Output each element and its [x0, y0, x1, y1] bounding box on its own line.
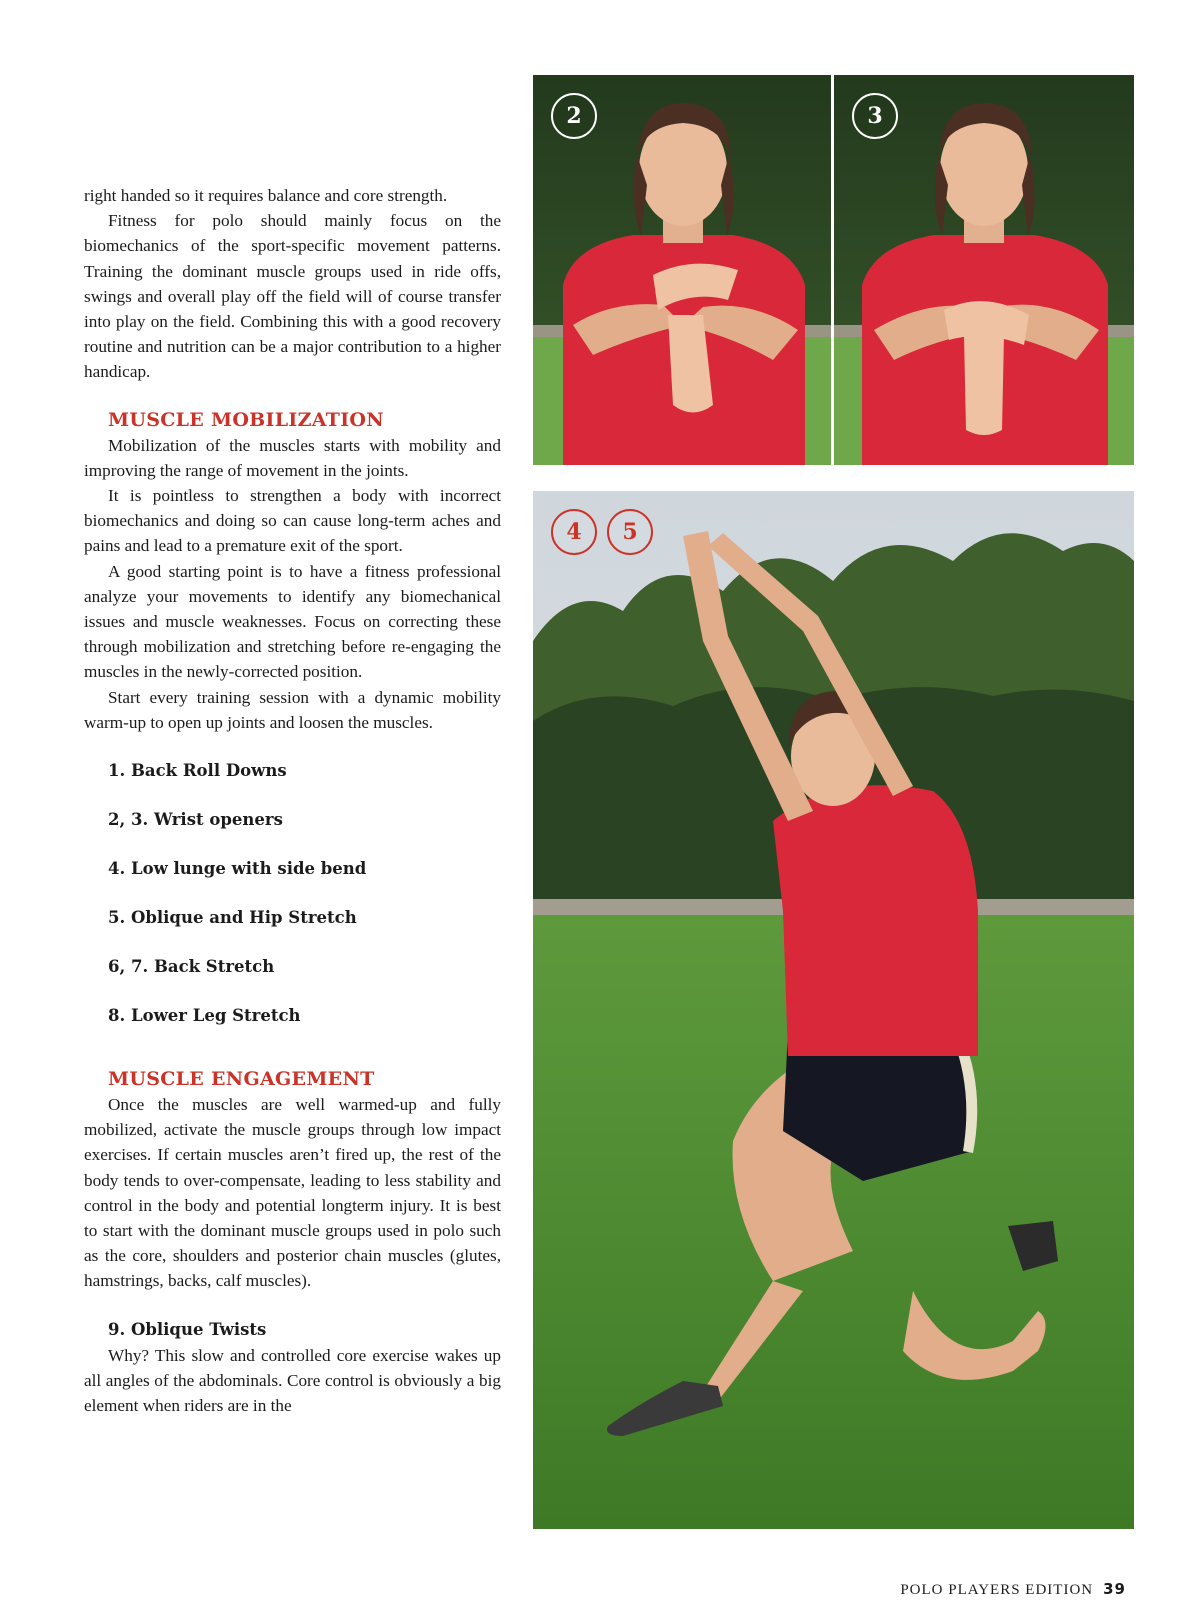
photo-wrist-opener-2: [533, 75, 831, 465]
photo-low-lunge-side-bend: [533, 491, 1134, 1529]
paragraph: right handed so it requires balance and core strength.: [84, 186, 448, 205]
paragraph: A good starting point is to have a fitness professional analyze your movements to identify any biomechanical issues and muscle weaknesses. Focus on correcting these through mobilization and stretching before re-engaging the muscles in the newly-corrected position.: [84, 561, 501, 682]
paragraph: Fitness for polo should mainly focus on the biomechanics of the sport-specific movement patterns. Training the dominant muscle groups used in ride offs, swings and overall play off the field will of course transfer into play on the field. Combining this with a good recovery routine and nutrition can be a major contribution to a higher handicap.: [84, 211, 501, 382]
publication-name: POLO PLAYERS EDITION: [900, 1582, 1094, 1598]
section-heading-engagement: MUSCLE ENGAGEMENT: [108, 1068, 375, 1091]
subheading-oblique-twists: 9. Oblique Twists: [108, 1319, 267, 1339]
step-badge-5: 5: [607, 509, 653, 555]
paragraph: Once the muscles are well warmed-up and fully mobilized, activate the muscle groups through low impact exercises. If certain muscles aren’t fired up, the rest of the body tends to over-compensate, leading to less stability and control in the body and potential longterm injury. It is best to start with the dominant muscle groups used in polo such as the core, shoulders and posterior chain muscles (glutes, hamstrings, backs, calf muscles).: [84, 1095, 501, 1291]
section-heading-mobilization: MUSCLE MOBILIZATION: [108, 408, 384, 431]
paragraph: It is pointless to strengthen a body with incorrect biomechanics and doing so can cause long-term aches and pains and lead to a premature exit of the sport.: [84, 486, 501, 556]
step-badge-3: 3: [852, 93, 898, 139]
paragraph: Why? This slow and controlled core exercise wakes up all angles of the abdominals. Core control is obviously a big element when riders are in the: [84, 1345, 501, 1416]
photo-wrist-opener-3: [834, 75, 1134, 465]
list-item: 5. Oblique and Hip Stretch: [108, 908, 357, 928]
page-footer: [900, 1580, 1126, 1599]
list-item: 4. Low lunge with side bend: [108, 859, 367, 879]
list-item: 8. Lower Leg Stretch: [108, 1006, 301, 1026]
paragraph: Mobilization of the muscles starts with mobility and improving the range of movement in the joints.: [84, 435, 501, 480]
step-badge-4: 4: [551, 509, 597, 555]
list-item: 1. Back Roll Downs: [108, 761, 287, 781]
list-item: 2, 3. Wrist openers: [108, 810, 283, 830]
article-column: [84, 183, 501, 1418]
list-item: 6, 7. Back Stretch: [108, 957, 275, 977]
photo-illustration: [533, 491, 1134, 1529]
paragraph: Start every training session with a dynamic mobility warm-up to open up joints and loosen the muscles.: [84, 687, 501, 732]
page-number: 39: [1103, 1580, 1126, 1598]
step-badge-2: 2: [551, 93, 597, 139]
